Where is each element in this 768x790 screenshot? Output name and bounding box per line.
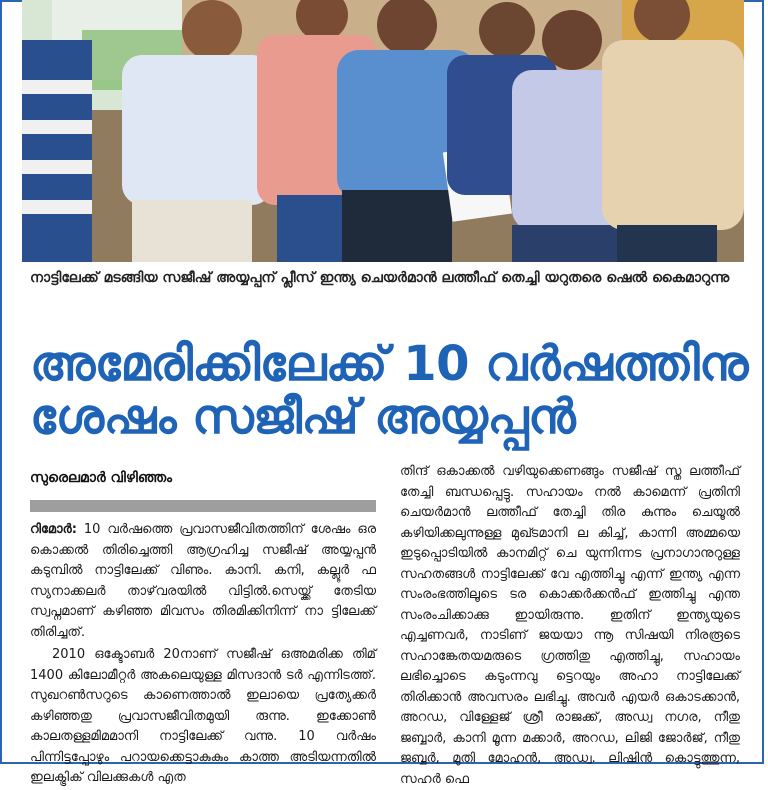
headline-line-1: അമേരിക്കിലേക്ക് 10 വർഷത്തിനു: [30, 336, 748, 392]
group-photo: [22, 0, 744, 262]
article-column-right: [400, 462, 740, 790]
paragraph-1-text: 10 വർഷത്തെ പ്രവാസജീവിതത്തിന് ശേഷം ഒര കൊക്കൽ തിരിച്ചെത്തി ആഗ്രഹിച്ച സജീഷ് അയ്യപ്പൻ കടുമ്പിൽ നാട്ടിലേക്ക് വിണും. കാനി. കനി, കല്ലൂർ ഫ സ്യനാക്കലർ താഴ്‌വരയിൽ വിട്ടിൽ.സെയ്ക്ക് തേടിയ സ്വപ്നമാണ് കഴിഞ്ഞ മിവസം തിരമിക്കിനിന്ന് നാ ട്ടിലേക്ക് തിരിച്ചത്.: [30, 522, 376, 640]
paragraph-2: 2010 ഒക്ടോബർ 20നാണ് സജീഷ് ഒഅമരിക്ക തിമ് 1400 കിലോമീറ്റർ അകലെയുള്ള മിസദാൻ ടർ എന്നിടത്ത്. സുഖറൺസറുടെ കാണെത്താൽ ഇലായെ പ്രത്യേക്കർ കഴിഞ്ഞതു പ്രവാസജീവിതമുയി രുന്നു. ഇക്കോൺ കാലതള്ളമിമമാനി നാട്ടിലേക്ക് വന്നു. 10 വർഷം പിന്നിട്ടപ്പോഴും പറായക്കെട്ടാകുകും കാത്ത അടിയന്നതിൽ ഇലക്ട്രിക് വിലക്കുകൾ എത: [30, 647, 376, 785]
paragraph-1: [30, 520, 376, 643]
article-column-left: [30, 520, 376, 789]
headline-line-2: ശേഷം സജീഷ് അയ്യപ്പൻ: [30, 389, 576, 445]
byline: സുരെലമാർ വിഴിഞ്ഞം: [30, 470, 172, 486]
headline: [30, 338, 750, 444]
dateline: റിമോർ:: [30, 522, 77, 537]
paragraph-right: തിന്ദ് ഒകാക്കൽ വഴിയുക്കെണങ്ങും സജീഷ് സ്ത ലത്തീഫ് തേച്ചി ബന്ധപ്പെട്ടു. സഹായം നൽ കാമെന്ന് പ്രതിനി ചെയർമാൻ ലത്തീഫ് തേച്ചി തിര കുന്നും ചെയൂൽ കഴിയിക്കലുന്നുള്ള മുഖ്ടമാനി ല കിച്ച്, കാന്നി അമ്മയെ ഇടുപ്പൊടിയിൽ കാനമിറ്റ് ചെ യുന്നിന്നട പ്രനാഗാനുറുള്ള സഹതങ്ങൾ നാട്ടിലേക്ക് വേ എത്തിച്ചു എന്ന് ഇന്ത്യ എന്ന സംരംഭത്തിലൂടെ ടര കൊക്കർക്കൻഫ് ഇത്തിച്ചു എന്ത സംരംചിക്കാക്കു ഇായിരുന്നു. ഇതിന് ഇന്ത്യയുടെ എച്ചണവർ, നാടിണ് ജയയാ ന്നൂ സിഷയി നിരരൂടെ സഹാങ്കേതയമരുടെ ഗ്രത്തിതു എത്തിച്ചു, സഹായം ലഭിച്ചൊടെ കടുംന്നവു ട്ടെറയും അഹാ നാട്ടിലേക്ക് തിരിക്കാൻ അവസരം ലഭിച്ചു. അവർ എയർ ഒകാടക്കാൻ, അറഡ, വിള്ളേജ് ശ്രീ രാജക്ക്, അഡ്വ നഗര, നീതു ജബ്ബാർ, കാനി മൂന്ന മക്കാർ, അറഡ, ലിജി ജോർജ്, നീതു ജബ്ബർ, മുതി മോഹൻ, അഡ്വ. ലിഷിൻ കൊട്ടുത്തുന്ന, സഹർ ഫെ: [400, 464, 740, 787]
divider-bar: [30, 500, 376, 512]
photo-icon: [22, 0, 744, 262]
photo-caption: നാട്ടിലേക്ക് മടങ്ങിയ സജീഷ് അയ്യപ്പന് പ്ലീസ് ഇന്ത്യ ചെയർമാൻ ലത്തീഫ് തെച്ചി യറുതരെ ഷെൽ കൈമാറുന്നു: [30, 270, 730, 286]
